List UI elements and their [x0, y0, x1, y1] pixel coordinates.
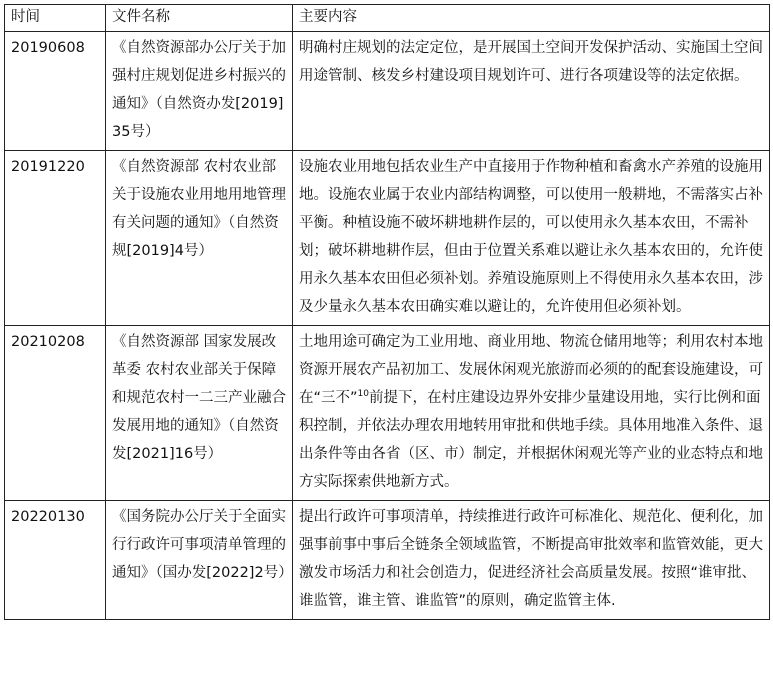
header-time: 时间: [5, 5, 106, 32]
row-date: 20190608: [5, 32, 106, 151]
header-content: 主要内容: [293, 5, 770, 32]
table-row: [5, 501, 770, 620]
header-file-name: 文件名称: [106, 5, 293, 32]
row-file-name: 《自然资源部办公厅关于加强村庄规划促进乡村振兴的通知》（自然资办发[2019]35号）: [106, 32, 293, 151]
table-row: [5, 151, 770, 326]
table-row: [5, 326, 770, 501]
row-file-name: 《国务院办公厅关于全面实行行政许可事项清单管理的通知》（国办发[2022]2号）: [106, 501, 293, 620]
header-row: [5, 5, 770, 32]
row-file-name: 《自然资源部 国家发展改革委 农村农业部关于保障和规范农村一二三产业融合发展用地的通知》（自然资发[2021]16号）: [106, 326, 293, 501]
row-content: 提出行政许可事项清单，持续推进行政许可标准化、规范化、便利化，加强事前事中事后全链条全领域监管，不断提高审批效率和监管效能，更大激发市场活力和社会创造力，促进经济社会高质量发展。按照“谁审批、谁监管，谁主管、谁监管”的原则，确定监管主体.: [293, 501, 770, 620]
row-content: [293, 326, 770, 501]
row-content: 设施农业用地包括农业生产中直接用于作物种植和畜禽水产养殖的设施用地。设施农业属于农业内部结构调整，可以使用一般耕地，不需落实占补平衡。种植设施不破坏耕地耕作层的，可以使用永久基本农田，不需补划；破坏耕地耕作层，但由于位置关系难以避让永久基本农田的，允许使用永久基本农田但必须补划。养殖设施原则上不得使用永久基本农田，涉及少量永久基本农田确实难以避让的，允许使用但必须补划。: [293, 151, 770, 326]
row-date: 20220130: [5, 501, 106, 620]
table-row: [5, 32, 770, 151]
row-file-name: 《自然资源部 农村农业部关于设施农业用地用地管理有关问题的通知》（自然资规[2019]4号）: [106, 151, 293, 326]
row-content-part: 土地用途可确定为工业用地、商业用地、物流仓储用地等；利用农村本地资源开展农产品初加工、发展休闲观光旅游而必须的的配套设施建设，可在“三不”: [299, 334, 763, 406]
row-content: 明确村庄规划的法定定位，是开展国土空间开发保护活动、实施国土空间用途管制、核发乡村建设项目规划许可、进行各项建设等的法定依据。: [293, 32, 770, 151]
policy-table: [4, 4, 770, 620]
footnote-marker: 10: [357, 389, 369, 400]
row-date: 20191220: [5, 151, 106, 326]
row-content-part: 前提下，在村庄建设边界外安排少量建设用地，实行比例和面积控制，并依法办理农用地转用审批和供地手续。具体用地准入条件、退出条件等由各省（区、市）制定，并根据休闲观光等产业的业态特点和地方实际探索供地新方式。: [299, 390, 763, 490]
row-date: 20210208: [5, 326, 106, 501]
